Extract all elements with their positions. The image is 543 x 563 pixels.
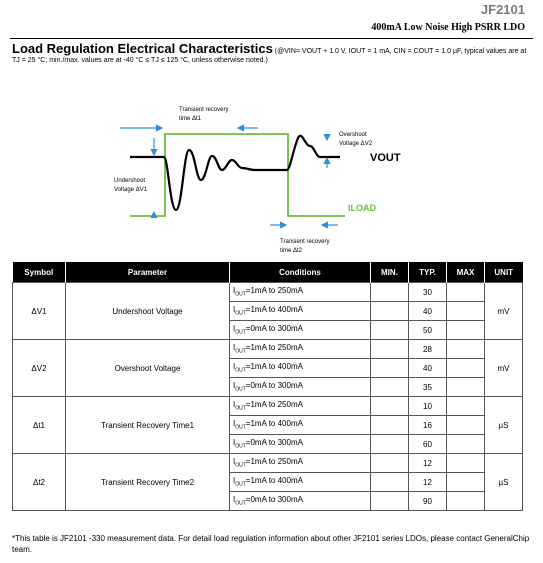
col-parameter: Parameter (66, 262, 230, 283)
conditions-cell: $I_{OUT}=0mA$ to 300mA (230, 435, 371, 454)
section-heading (12, 41, 532, 65)
unit-cell: µS (485, 454, 523, 511)
vout-label: VOUT (370, 152, 401, 164)
min-cell (371, 302, 409, 321)
header-rule (10, 38, 533, 39)
table-row (13, 397, 523, 416)
typ-cell: 60 (409, 435, 447, 454)
max-cell (447, 454, 485, 473)
load-transient-diagram (100, 98, 420, 258)
conditions-cell: $I_{OUT}=1mA$ to 250mA (230, 397, 371, 416)
typ-cell: 50 (409, 321, 447, 340)
min-cell (371, 321, 409, 340)
typ-cell: 12 (409, 473, 447, 492)
min-cell (371, 378, 409, 397)
parameter-cell: Transient Recovery Time1 (66, 397, 230, 454)
parameter-cell: Overshoot Voltage (66, 340, 230, 397)
conditions-cell: $I_{OUT}=1mA$ to 400mA (230, 416, 371, 435)
overshoot-label-a: Overshoot (339, 132, 367, 138)
output-voltage-waveform (130, 136, 340, 210)
typ-cell: 12 (409, 454, 447, 473)
max-cell (447, 378, 485, 397)
part-number: JF2101 (480, 2, 525, 17)
unit-cell: mV (485, 340, 523, 397)
section-title: Load Regulation Electrical Characteristics (12, 41, 273, 56)
table-row (13, 340, 523, 359)
col-symbol: Symbol (13, 262, 66, 283)
conditions-cell: $I_{OUT}=0mA$ to 300mA (230, 492, 371, 511)
max-cell (447, 283, 485, 302)
max-cell (447, 473, 485, 492)
min-cell (371, 454, 409, 473)
test-conditions: (@VIN= VOUT + 1.0 V, IOUT = 1 mA, CIN = COUT = 1.0 µF, typical values are at TJ = 25 °C; min./max. values are at -40 °C ≤ TJ ≤ 125 °C, unless otherwise noted.) (12, 48, 527, 64)
min-cell (371, 359, 409, 378)
min-cell (371, 283, 409, 302)
max-cell (447, 416, 485, 435)
typ-cell: 28 (409, 340, 447, 359)
max-cell (447, 435, 485, 454)
col-conditions: Conditions (230, 262, 371, 283)
symbol-cell: Δt1 (13, 397, 66, 454)
recovery-time-label-2b: time Δt2 (280, 248, 303, 254)
typ-cell: 10 (409, 397, 447, 416)
symbol-cell: ΔV2 (13, 340, 66, 397)
typ-cell: 30 (409, 283, 447, 302)
conditions-cell: $I_{OUT}=1mA$ to 250mA (230, 283, 371, 302)
conditions-cell: $I_{OUT}=1mA$ to 400mA (230, 359, 371, 378)
col-max: MAX (447, 262, 485, 283)
col-typ: TYP. (409, 262, 447, 283)
min-cell (371, 435, 409, 454)
max-cell (447, 321, 485, 340)
max-cell (447, 302, 485, 321)
max-cell (447, 397, 485, 416)
parameter-cell: Transient Recovery Time2 (66, 454, 230, 511)
conditions-cell: $I_{OUT}=1mA$ to 250mA (230, 454, 371, 473)
unit-cell: µS (485, 397, 523, 454)
recovery-time-label-1b: time Δt1 (179, 116, 202, 122)
undershoot-label-b: Voltage ΔV1 (114, 187, 148, 193)
recovery-time-label-2a: Transient recovery (280, 239, 330, 245)
table-header-row (13, 262, 523, 283)
typ-cell: 40 (409, 302, 447, 321)
unit-cell: mV (485, 283, 523, 340)
typ-cell: 90 (409, 492, 447, 511)
conditions-cell: $I_{OUT}=1mA$ to 250mA (230, 340, 371, 359)
conditions-cell: $I_{OUT}=1mA$ to 400mA (230, 302, 371, 321)
symbol-cell: Δt2 (13, 454, 66, 511)
table-row (13, 283, 523, 302)
conditions-cell: $I_{OUT}=1mA$ to 400mA (230, 473, 371, 492)
min-cell (371, 416, 409, 435)
symbol-cell: ΔV1 (13, 283, 66, 340)
undershoot-label-a: Undershoot (114, 178, 146, 184)
min-cell (371, 397, 409, 416)
min-cell (371, 340, 409, 359)
load-current-waveform (130, 134, 345, 216)
min-cell (371, 473, 409, 492)
max-cell (447, 340, 485, 359)
table-row (13, 454, 523, 473)
parameter-cell: Undershoot Voltage (66, 283, 230, 340)
col-min: MIN. (371, 262, 409, 283)
footnote: *This table is JF2101 -330 measurement data. For detail load regulation information about other JF2101 series LDOs, please contact GeneralChip team. (12, 534, 530, 554)
iload-label: ILOAD (348, 203, 376, 213)
typ-cell: 16 (409, 416, 447, 435)
document-subtitle: 400mA Low Noise High PSRR LDO (371, 22, 525, 33)
max-cell (447, 359, 485, 378)
typ-cell: 40 (409, 359, 447, 378)
conditions-cell: $I_{OUT}=0mA$ to 300mA (230, 378, 371, 397)
recovery-time-label-1a: Transient recovery (179, 107, 229, 113)
load-regulation-table (12, 262, 523, 511)
typ-cell: 35 (409, 378, 447, 397)
col-unit: UNIT (485, 262, 523, 283)
min-cell (371, 492, 409, 511)
overshoot-label-b: Voltage ΔV2 (339, 141, 373, 147)
conditions-cell: $I_{OUT}=0mA$ to 300mA (230, 321, 371, 340)
max-cell (447, 492, 485, 511)
